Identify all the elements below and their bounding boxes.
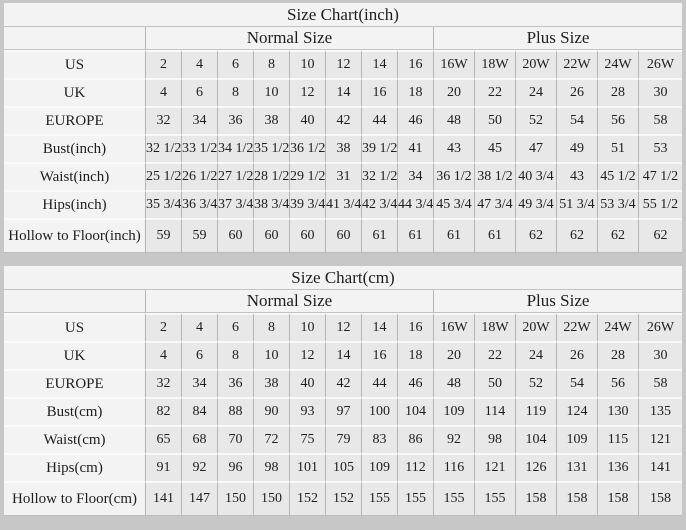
size-value-cell: 53 3/4: [597, 190, 638, 218]
size-value-cell: 150: [253, 481, 289, 515]
table-title: Size Chart(inch): [4, 3, 682, 27]
size-value-cell: 50: [474, 369, 515, 397]
size-value-cell: 155: [474, 481, 515, 515]
size-value-cell: 60: [253, 218, 289, 252]
size-value-cell: 36 3/4: [181, 190, 217, 218]
row-label: US: [4, 313, 145, 341]
size-value-cell: 14: [361, 313, 397, 341]
row-label: Bust(cm): [4, 397, 145, 425]
table-row: [4, 78, 682, 106]
size-value-cell: 60: [289, 218, 325, 252]
size-value-cell: 42: [325, 106, 361, 134]
size-value-cell: 79: [325, 425, 361, 453]
size-value-cell: 32 1/2: [145, 134, 181, 162]
size-value-cell: 16: [361, 341, 397, 369]
size-value-cell: 104: [397, 397, 433, 425]
size-value-cell: 98: [474, 425, 515, 453]
table-row: [4, 453, 682, 481]
size-value-cell: 33 1/2: [181, 134, 217, 162]
size-value-cell: 25 1/2: [145, 162, 181, 190]
size-value-cell: 6: [181, 78, 217, 106]
row-label: Waist(cm): [4, 425, 145, 453]
table-row: [4, 162, 682, 190]
size-value-cell: 24W: [597, 313, 638, 341]
size-value-cell: 42 3/4: [361, 190, 397, 218]
size-value-cell: 40 3/4: [515, 162, 556, 190]
size-value-cell: 58: [638, 106, 682, 134]
size-chart-inch-table: [4, 3, 682, 253]
size-value-cell: 97: [325, 397, 361, 425]
size-value-cell: 45 1/2: [597, 162, 638, 190]
size-value-cell: 36: [217, 106, 253, 134]
normal-size-group-header: Normal Size: [145, 27, 433, 50]
size-value-cell: 24: [515, 78, 556, 106]
size-value-cell: 91: [145, 453, 181, 481]
size-value-cell: 68: [181, 425, 217, 453]
table-title: Size Chart(cm): [4, 266, 682, 290]
size-value-cell: 72: [253, 425, 289, 453]
row-label: Hollow to Floor(cm): [4, 481, 145, 515]
size-value-cell: 28: [597, 78, 638, 106]
size-value-cell: 14: [325, 341, 361, 369]
size-value-cell: 152: [289, 481, 325, 515]
size-value-cell: 47 3/4: [474, 190, 515, 218]
row-label: UK: [4, 341, 145, 369]
size-value-cell: 158: [638, 481, 682, 515]
size-value-cell: 26: [556, 341, 597, 369]
size-value-cell: 158: [597, 481, 638, 515]
size-value-cell: 47: [515, 134, 556, 162]
size-value-cell: 61: [474, 218, 515, 252]
size-value-cell: 28 1/2: [253, 162, 289, 190]
size-value-cell: 24: [515, 341, 556, 369]
size-value-cell: 20W: [515, 50, 556, 78]
size-value-cell: 62: [638, 218, 682, 252]
size-value-cell: 141: [638, 453, 682, 481]
size-value-cell: 41: [397, 134, 433, 162]
size-value-cell: 116: [433, 453, 474, 481]
size-value-cell: 4: [181, 50, 217, 78]
size-value-cell: 75: [289, 425, 325, 453]
row-label: EUROPE: [4, 106, 145, 134]
table-title-row: [4, 3, 682, 27]
size-value-cell: 105: [325, 453, 361, 481]
size-value-cell: 141: [145, 481, 181, 515]
size-value-cell: 84: [181, 397, 217, 425]
size-value-cell: 47 1/2: [638, 162, 682, 190]
size-value-cell: 62: [597, 218, 638, 252]
size-value-cell: 8: [253, 50, 289, 78]
size-value-cell: 40: [289, 106, 325, 134]
size-value-cell: 4: [181, 313, 217, 341]
table-row: [4, 190, 682, 218]
size-value-cell: 38 1/2: [474, 162, 515, 190]
size-value-cell: 82: [145, 397, 181, 425]
size-value-cell: 18: [397, 341, 433, 369]
size-value-cell: 62: [556, 218, 597, 252]
size-value-cell: 109: [433, 397, 474, 425]
size-value-cell: 124: [556, 397, 597, 425]
size-value-cell: 32: [145, 106, 181, 134]
size-value-cell: 10: [289, 313, 325, 341]
table-gap: [4, 253, 682, 266]
size-value-cell: 30: [638, 341, 682, 369]
size-value-cell: 39 3/4: [289, 190, 325, 218]
row-label: Hips(inch): [4, 190, 145, 218]
size-value-cell: 12: [289, 78, 325, 106]
size-value-cell: 88: [217, 397, 253, 425]
size-value-cell: 36 1/2: [433, 162, 474, 190]
size-value-cell: 4: [145, 78, 181, 106]
size-value-cell: 92: [433, 425, 474, 453]
size-value-cell: 155: [397, 481, 433, 515]
row-label: EUROPE: [4, 369, 145, 397]
size-value-cell: 29 1/2: [289, 162, 325, 190]
size-value-cell: 155: [361, 481, 397, 515]
size-value-cell: 10: [289, 50, 325, 78]
size-value-cell: 38 3/4: [253, 190, 289, 218]
size-value-cell: 46: [397, 369, 433, 397]
size-value-cell: 131: [556, 453, 597, 481]
size-value-cell: 130: [597, 397, 638, 425]
size-value-cell: 24W: [597, 50, 638, 78]
size-value-cell: 8: [253, 313, 289, 341]
size-value-cell: 26W: [638, 313, 682, 341]
table-row: [4, 341, 682, 369]
size-value-cell: 34: [181, 106, 217, 134]
size-group-row: [4, 27, 682, 50]
size-value-cell: 12: [325, 313, 361, 341]
table-row: [4, 481, 682, 515]
size-value-cell: 42: [325, 369, 361, 397]
size-value-cell: 112: [397, 453, 433, 481]
size-value-cell: 43: [556, 162, 597, 190]
size-value-cell: 45 3/4: [433, 190, 474, 218]
size-value-cell: 32: [145, 369, 181, 397]
size-value-cell: 12: [289, 341, 325, 369]
size-value-cell: 16: [361, 78, 397, 106]
size-value-cell: 2: [145, 313, 181, 341]
size-value-cell: 158: [515, 481, 556, 515]
row-label: Bust(inch): [4, 134, 145, 162]
size-value-cell: 43: [433, 134, 474, 162]
size-value-cell: 48: [433, 106, 474, 134]
row-label: UK: [4, 78, 145, 106]
size-value-cell: 109: [361, 453, 397, 481]
size-value-cell: 26: [556, 78, 597, 106]
size-value-cell: 119: [515, 397, 556, 425]
size-value-cell: 61: [433, 218, 474, 252]
size-value-cell: 44 3/4: [397, 190, 433, 218]
size-value-cell: 115: [597, 425, 638, 453]
corner-cell: [4, 290, 145, 313]
table-row: [4, 369, 682, 397]
size-value-cell: 55 1/2: [638, 190, 682, 218]
size-value-cell: 8: [217, 341, 253, 369]
size-value-cell: 8: [217, 78, 253, 106]
row-label: Waist(inch): [4, 162, 145, 190]
size-value-cell: 54: [556, 106, 597, 134]
size-value-cell: 61: [397, 218, 433, 252]
size-value-cell: 30: [638, 78, 682, 106]
table-row: [4, 313, 682, 341]
size-value-cell: 114: [474, 397, 515, 425]
size-value-cell: 60: [217, 218, 253, 252]
size-value-cell: 44: [361, 106, 397, 134]
size-value-cell: 49: [556, 134, 597, 162]
table-row: [4, 50, 682, 78]
table-title-row: [4, 266, 682, 290]
size-value-cell: 14: [325, 78, 361, 106]
size-value-cell: 136: [597, 453, 638, 481]
size-value-cell: 31: [325, 162, 361, 190]
size-value-cell: 35 3/4: [145, 190, 181, 218]
size-value-cell: 20: [433, 341, 474, 369]
size-value-cell: 28: [597, 341, 638, 369]
size-value-cell: 6: [181, 341, 217, 369]
size-value-cell: 38: [325, 134, 361, 162]
size-value-cell: 22: [474, 78, 515, 106]
size-value-cell: 60: [325, 218, 361, 252]
size-value-cell: 6: [217, 50, 253, 78]
plus-size-group-header: Plus Size: [433, 290, 682, 313]
size-value-cell: 32 1/2: [361, 162, 397, 190]
size-value-cell: 51: [597, 134, 638, 162]
size-value-cell: 45: [474, 134, 515, 162]
size-value-cell: 38: [253, 106, 289, 134]
plus-size-group-header: Plus Size: [433, 27, 682, 50]
size-value-cell: 46: [397, 106, 433, 134]
size-chart-cm-table: [4, 266, 682, 516]
size-value-cell: 35 1/2: [253, 134, 289, 162]
size-value-cell: 20: [433, 78, 474, 106]
size-value-cell: 18: [397, 78, 433, 106]
corner-cell: [4, 27, 145, 50]
table-row: [4, 425, 682, 453]
size-value-cell: 51 3/4: [556, 190, 597, 218]
size-value-cell: 4: [145, 341, 181, 369]
size-value-cell: 62: [515, 218, 556, 252]
size-value-cell: 44: [361, 369, 397, 397]
table-row: [4, 397, 682, 425]
size-value-cell: 58: [638, 369, 682, 397]
size-value-cell: 121: [638, 425, 682, 453]
size-value-cell: 16W: [433, 313, 474, 341]
size-value-cell: 59: [145, 218, 181, 252]
table-row: [4, 106, 682, 134]
size-value-cell: 38: [253, 369, 289, 397]
row-label: Hips(cm): [4, 453, 145, 481]
size-value-cell: 56: [597, 106, 638, 134]
size-value-cell: 41 3/4: [325, 190, 361, 218]
size-value-cell: 37 3/4: [217, 190, 253, 218]
size-value-cell: 49 3/4: [515, 190, 556, 218]
size-value-cell: 126: [515, 453, 556, 481]
size-value-cell: 104: [515, 425, 556, 453]
size-value-cell: 36: [217, 369, 253, 397]
size-value-cell: 56: [597, 369, 638, 397]
size-value-cell: 2: [145, 50, 181, 78]
size-value-cell: 54: [556, 369, 597, 397]
normal-size-group-header: Normal Size: [145, 290, 433, 313]
size-value-cell: 121: [474, 453, 515, 481]
size-value-cell: 70: [217, 425, 253, 453]
size-value-cell: 52: [515, 106, 556, 134]
size-value-cell: 16W: [433, 50, 474, 78]
size-value-cell: 26 1/2: [181, 162, 217, 190]
size-value-cell: 83: [361, 425, 397, 453]
size-value-cell: 6: [217, 313, 253, 341]
size-value-cell: 92: [181, 453, 217, 481]
table-row: [4, 134, 682, 162]
size-value-cell: 20W: [515, 313, 556, 341]
size-value-cell: 34 1/2: [217, 134, 253, 162]
size-value-cell: 18W: [474, 313, 515, 341]
size-value-cell: 65: [145, 425, 181, 453]
size-value-cell: 90: [253, 397, 289, 425]
size-value-cell: 135: [638, 397, 682, 425]
size-value-cell: 86: [397, 425, 433, 453]
row-label: US: [4, 50, 145, 78]
size-value-cell: 155: [433, 481, 474, 515]
row-label: Hollow to Floor(inch): [4, 218, 145, 252]
size-value-cell: 50: [474, 106, 515, 134]
size-value-cell: 61: [361, 218, 397, 252]
size-value-cell: 48: [433, 369, 474, 397]
size-value-cell: 10: [253, 341, 289, 369]
size-value-cell: 147: [181, 481, 217, 515]
size-value-cell: 18W: [474, 50, 515, 78]
size-value-cell: 40: [289, 369, 325, 397]
size-value-cell: 39 1/2: [361, 134, 397, 162]
size-value-cell: 34: [397, 162, 433, 190]
size-value-cell: 100: [361, 397, 397, 425]
size-value-cell: 16: [397, 313, 433, 341]
size-value-cell: 152: [325, 481, 361, 515]
size-value-cell: 98: [253, 453, 289, 481]
size-value-cell: 36 1/2: [289, 134, 325, 162]
size-value-cell: 14: [361, 50, 397, 78]
size-value-cell: 22W: [556, 50, 597, 78]
size-value-cell: 59: [181, 218, 217, 252]
size-value-cell: 10: [253, 78, 289, 106]
size-value-cell: 12: [325, 50, 361, 78]
size-value-cell: 150: [217, 481, 253, 515]
size-value-cell: 101: [289, 453, 325, 481]
size-value-cell: 109: [556, 425, 597, 453]
table-row: [4, 218, 682, 252]
size-value-cell: 158: [556, 481, 597, 515]
size-value-cell: 16: [397, 50, 433, 78]
size-value-cell: 93: [289, 397, 325, 425]
size-value-cell: 26W: [638, 50, 682, 78]
size-value-cell: 53: [638, 134, 682, 162]
size-value-cell: 52: [515, 369, 556, 397]
size-value-cell: 34: [181, 369, 217, 397]
size-value-cell: 22: [474, 341, 515, 369]
size-group-row: [4, 290, 682, 313]
size-value-cell: 27 1/2: [217, 162, 253, 190]
size-value-cell: 96: [217, 453, 253, 481]
size-value-cell: 22W: [556, 313, 597, 341]
